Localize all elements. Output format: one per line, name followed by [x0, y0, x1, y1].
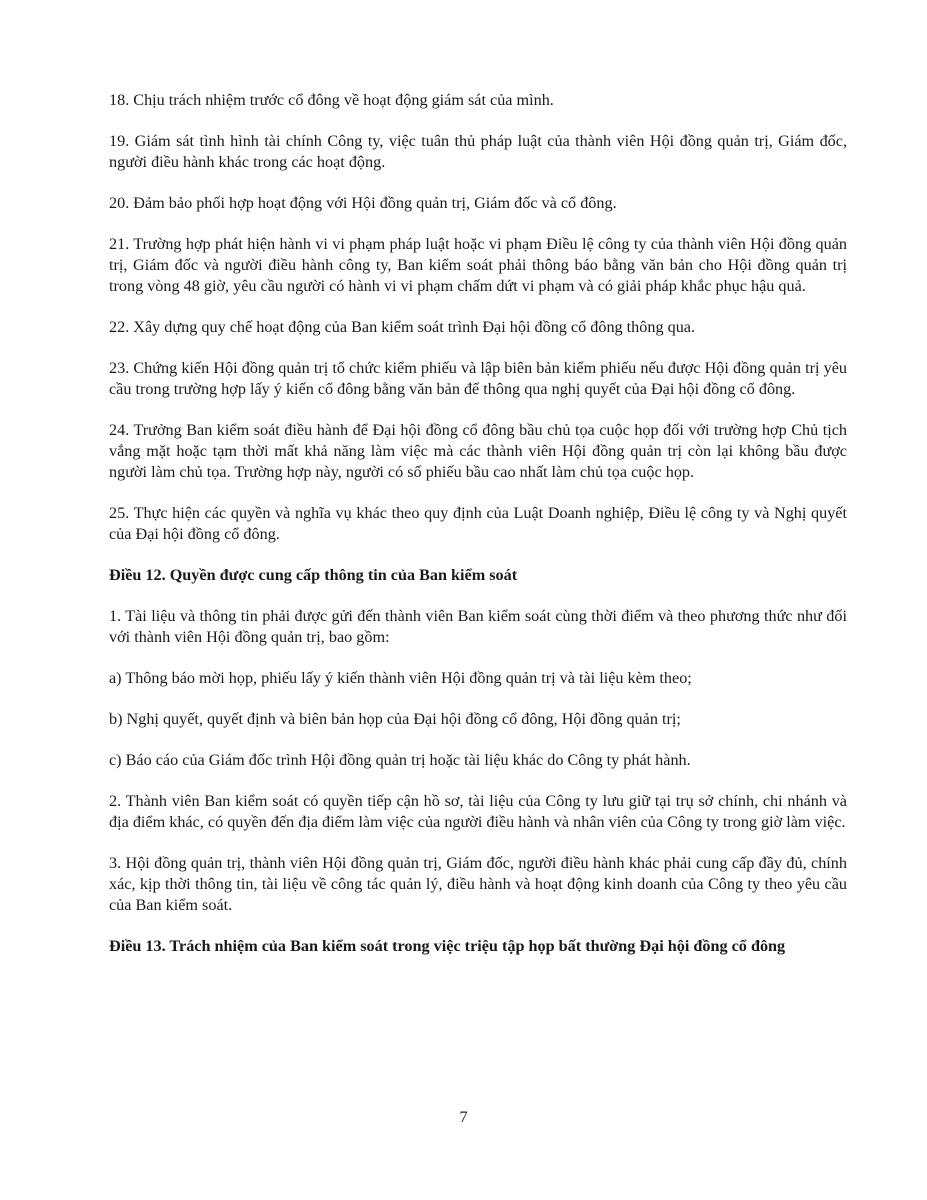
article-12-item-a: a) Thông báo mời họp, phiếu lấy ý kiến thành viên Hội đồng quản trị và tài liệu kèm theo;	[109, 669, 692, 687]
article-12-clause-1: 1. Tài liệu và thông tin phải được gửi đến thành viên Ban kiểm soát cùng thời điểm và theo phương thức như đối với thành viên Hội đồng quản trị, bao gồm:	[109, 607, 847, 646]
clause-25: 25. Thực hiện các quyền và nghĩa vụ khác theo quy định của Luật Doanh nghiệp, Điều lệ công ty và Nghị quyết của Đại hội đồng cổ đông.	[109, 504, 847, 543]
article-13-heading: Điều 13. Trách nhiệm của Ban kiểm soát trong việc triệu tập họp bất thường Đại hội đồng cổ đông	[109, 937, 786, 955]
article-12-item-c: c) Báo cáo của Giám đốc trình Hội đồng quản trị hoặc tài liệu khác do Công ty phát hành.	[109, 751, 691, 769]
clause-20: 20. Đảm bảo phối hợp hoạt động với Hội đồng quản trị, Giám đốc và cổ đông.	[109, 194, 617, 212]
document-body	[109, 90, 847, 977]
clause-18: 18. Chịu trách nhiệm trước cổ đông về hoạt động giám sát của mình.	[109, 91, 554, 109]
article-12-clause-2: 2. Thành viên Ban kiểm soát có quyền tiếp cận hồ sơ, tài liệu của Công ty lưu giữ tại trụ sở chính, chi nhánh và địa điểm khác, có quyền đến địa điểm làm việc của người điều hành và nhân viên của Công ty trong giờ làm việc.	[109, 792, 847, 831]
clause-23: 23. Chứng kiến Hội đồng quản trị tổ chức kiểm phiếu và lập biên bản kiểm phiếu nếu được Hội đồng quản trị yêu cầu trong trường hợp lấy ý kiến cổ đông bằng văn bản để thông qua nghị quyết của Đại hội đồng cổ đông.	[109, 359, 847, 398]
article-12-heading: Điều 12. Quyền được cung cấp thông tin của Ban kiểm soát	[109, 566, 518, 584]
clause-22: 22. Xây dựng quy chế hoạt động của Ban kiểm soát trình Đại hội đồng cổ đông thông qua.	[109, 318, 696, 336]
clause-19: 19. Giám sát tình hình tài chính Công ty, việc tuân thủ pháp luật của thành viên Hội đồng quản trị, Giám đốc, người điều hành khác trong các hoạt động.	[109, 132, 847, 171]
article-12-clause-3: 3. Hội đồng quản trị, thành viên Hội đồng quản trị, Giám đốc, người điều hành khác phải cung cấp đầy đủ, chính xác, kịp thời thông tin, tài liệu về công tác quản lý, điều hành và hoạt động kinh doanh của Công ty theo yêu cầu của Ban kiểm soát.	[109, 854, 847, 914]
page-number: 7	[459, 1108, 468, 1126]
article-12-item-b: b) Nghị quyết, quyết định và biên bản họp của Đại hội đồng cổ đông, Hội đồng quản trị;	[109, 710, 681, 728]
clause-21: 21. Trường hợp phát hiện hành vi vi phạm pháp luật hoặc vi phạm Điều lệ công ty của thành viên Hội đồng quản trị, Giám đốc và người điều hành công ty, Ban kiểm soát phải thông báo bằng văn bản cho Hội đồng quản trị trong vòng 48 giờ, yêu cầu người có hành vi vi phạm chấm dứt vi phạm và có giải pháp khắc phục hậu quả.	[109, 235, 847, 295]
clause-24: 24. Trưởng Ban kiểm soát điều hành để Đại hội đồng cổ đông bầu chủ tọa cuộc họp đối với trường hợp Chủ tịch vắng mặt hoặc tạm thời mất khả năng làm việc mà các thành viên Hội đồng quản trị còn lại không bầu được người làm chủ tọa. Trường hợp này, người có số phiếu bầu cao nhất làm chủ tọa cuộc họp.	[109, 421, 847, 481]
